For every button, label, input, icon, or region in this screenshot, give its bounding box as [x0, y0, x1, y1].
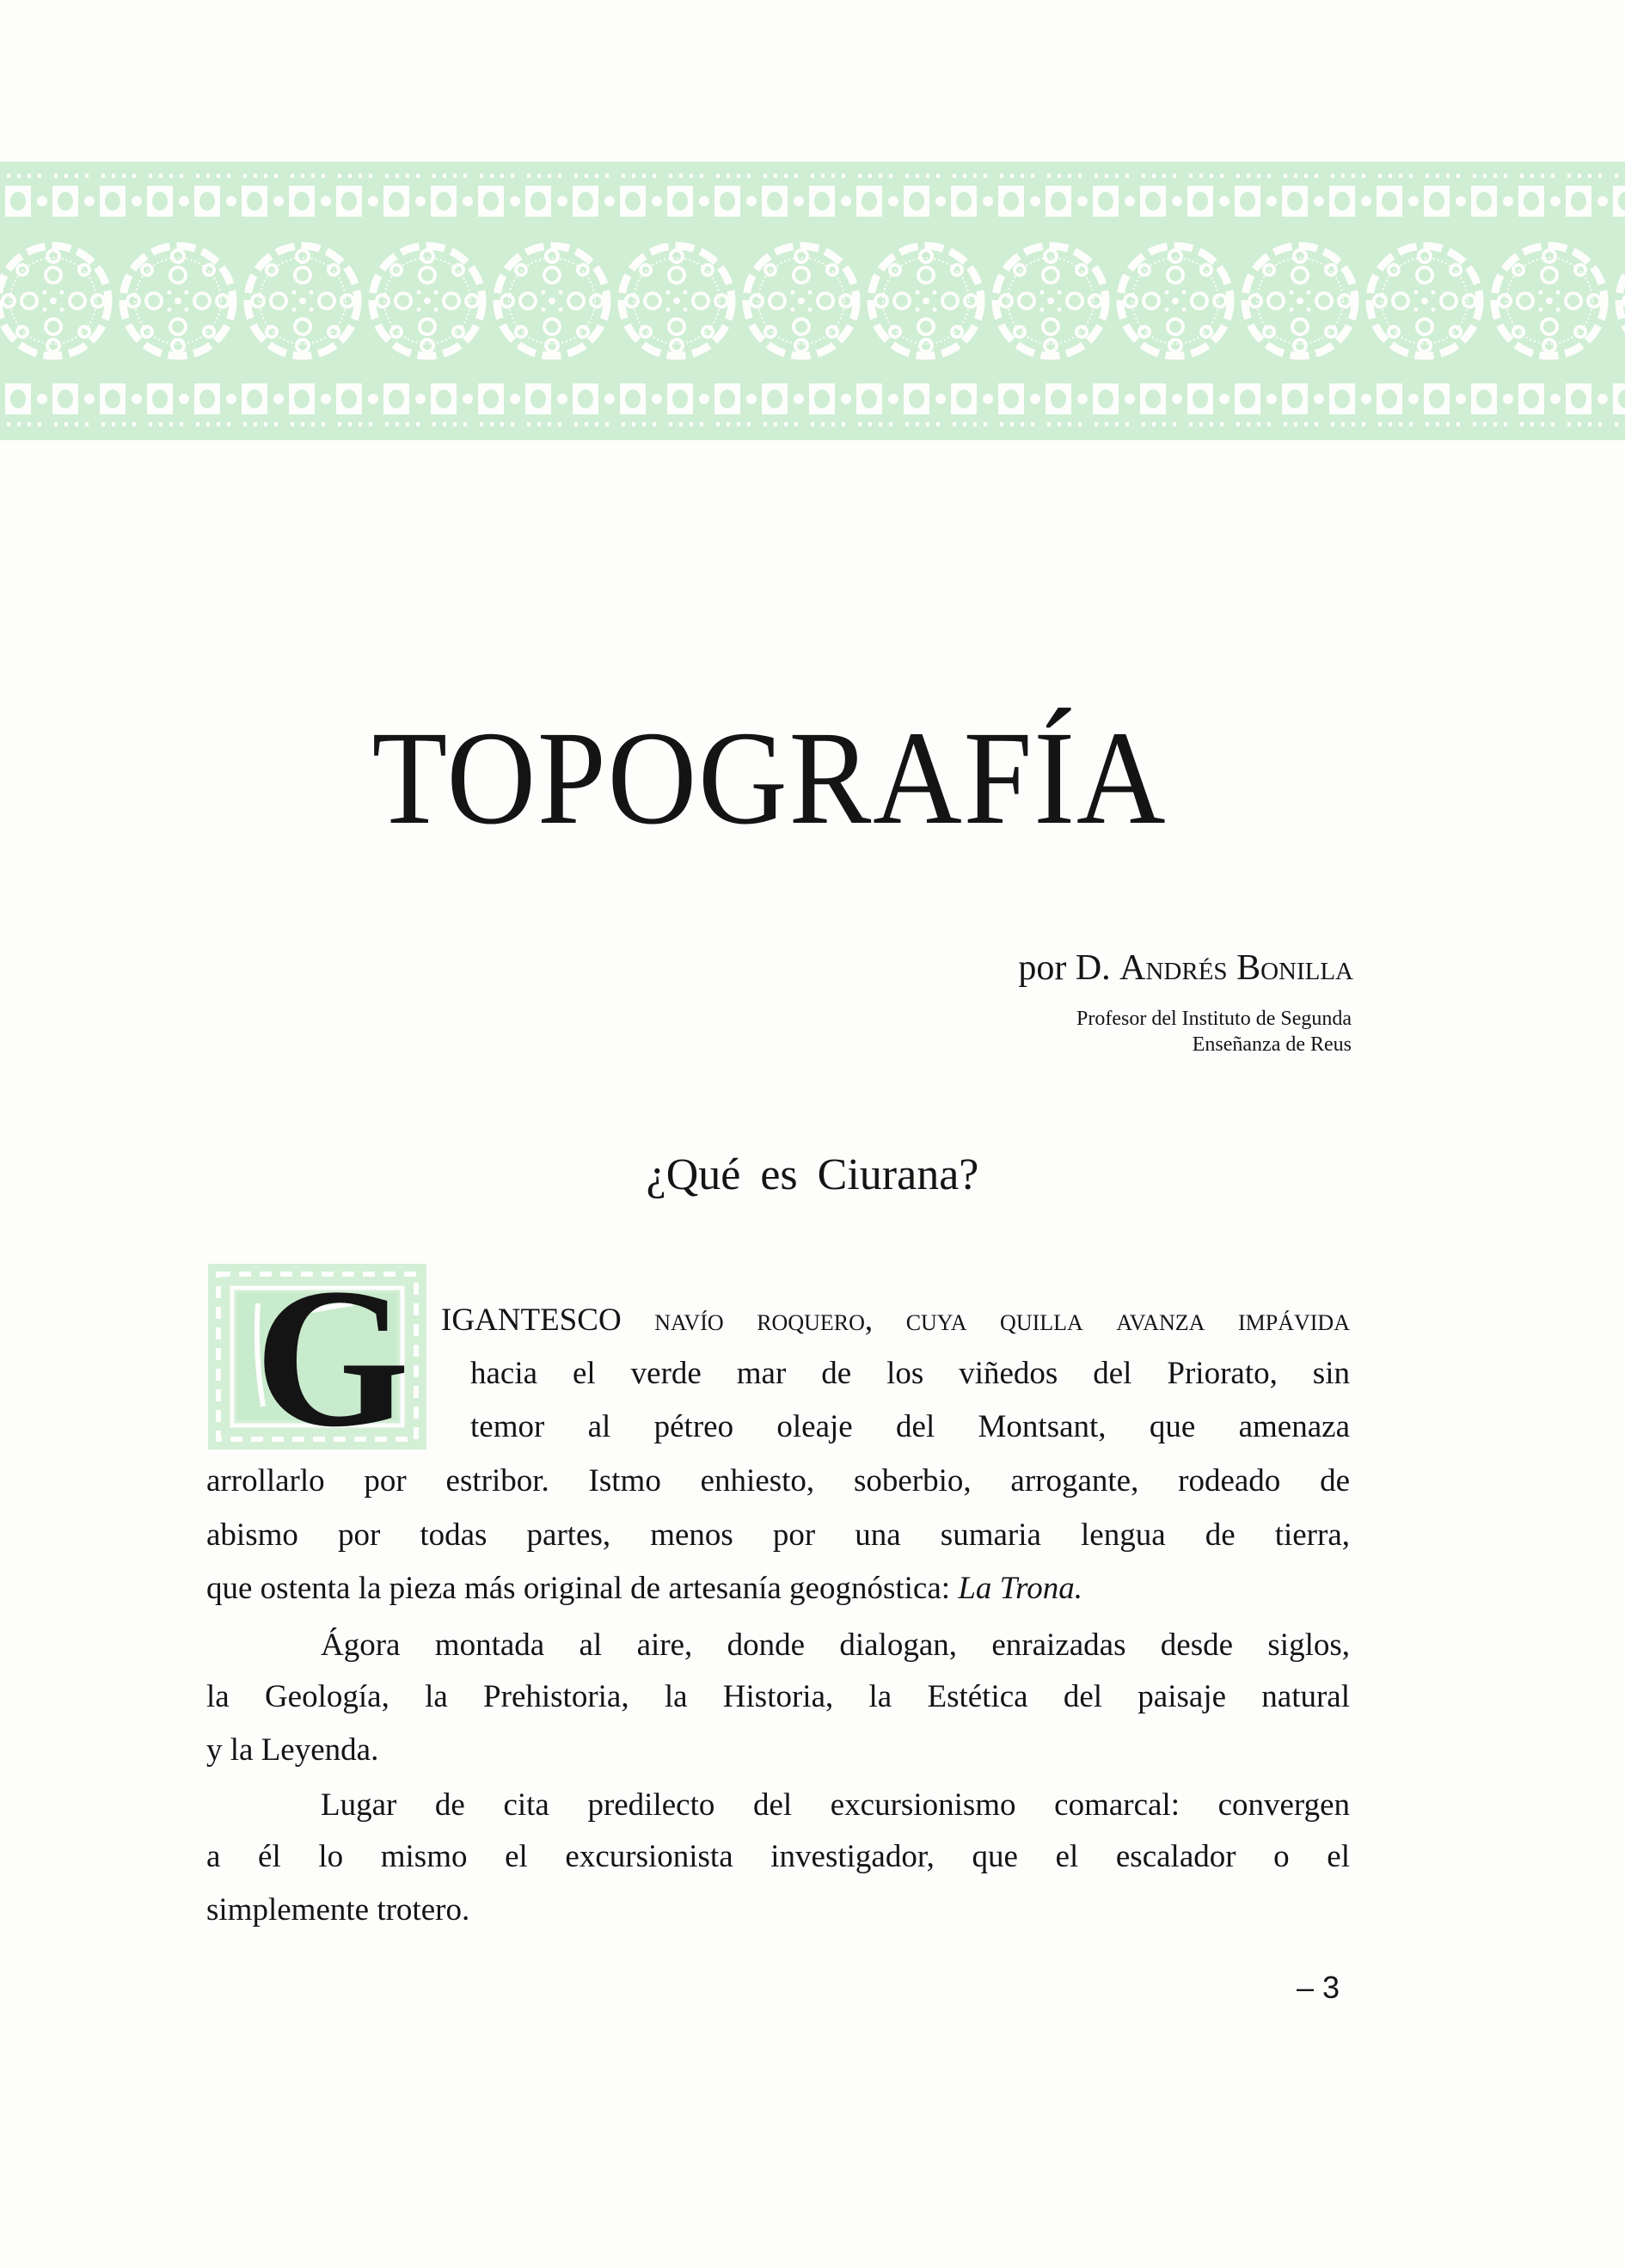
ornamental-header-band [0, 162, 1625, 440]
body-line-11: a él lo mismo el excursionista investigador, que el escalador o el [206, 1839, 1350, 1874]
body-line-7: Ágora montada al aire, donde dialogan, enraizadas desde siglos, [321, 1627, 1350, 1663]
article-title: TOPOGRAFÍA [371, 703, 1168, 852]
body-line-4: arrollarlo por estribor. Istmo enhiesto, soberbio, arrogante, rodeado de [206, 1463, 1350, 1499]
rosette-pattern-icon [0, 162, 1625, 440]
body-line-2: hacia el verde mar de los viñedos del Priorato, sin [470, 1356, 1350, 1391]
byline [1018, 944, 1353, 992]
body-line-8: la Geología, la Prehistoria, la Historia, la Estética del paisaje natural [206, 1679, 1350, 1714]
byline-prefix: por D. [1018, 948, 1120, 988]
affiliation-line-1: Profesor del Instituto de Segunda [1076, 1008, 1352, 1030]
body-line-10: Lugar de cita predilecto del excursionismo comarcal: convergen [321, 1787, 1350, 1823]
italic-place-name: La Trona. [958, 1571, 1082, 1606]
body-line-12: simplemente trotero. [206, 1892, 470, 1928]
section-heading: ¿Qué es Ciurana? [646, 1150, 979, 1199]
body-line-5: abismo por todas partes, menos por una sumaria lengua de tierra, [206, 1517, 1350, 1553]
author-last-name: Bonilla [1236, 948, 1353, 988]
author-first-name: Andrés [1119, 948, 1228, 988]
author-affiliation [1076, 1006, 1352, 1057]
body-line-3: temor al pétreo oleaje del Montsant, que amenaza [470, 1409, 1350, 1444]
page-number: – 3 [1297, 1970, 1340, 2005]
body-line-1: IGANTESCO navío roquero, cuya quilla avanza impávida [441, 1303, 1350, 1338]
drop-cap-letter: G [254, 1247, 410, 1468]
body-line-9: y la Leyenda. [206, 1732, 379, 1768]
affiliation-line-2: Enseñanza de Reus [1192, 1033, 1352, 1056]
body-line-6: que ostenta la pieza más original de artesanía geognóstica: La Trona. [206, 1571, 1082, 1606]
